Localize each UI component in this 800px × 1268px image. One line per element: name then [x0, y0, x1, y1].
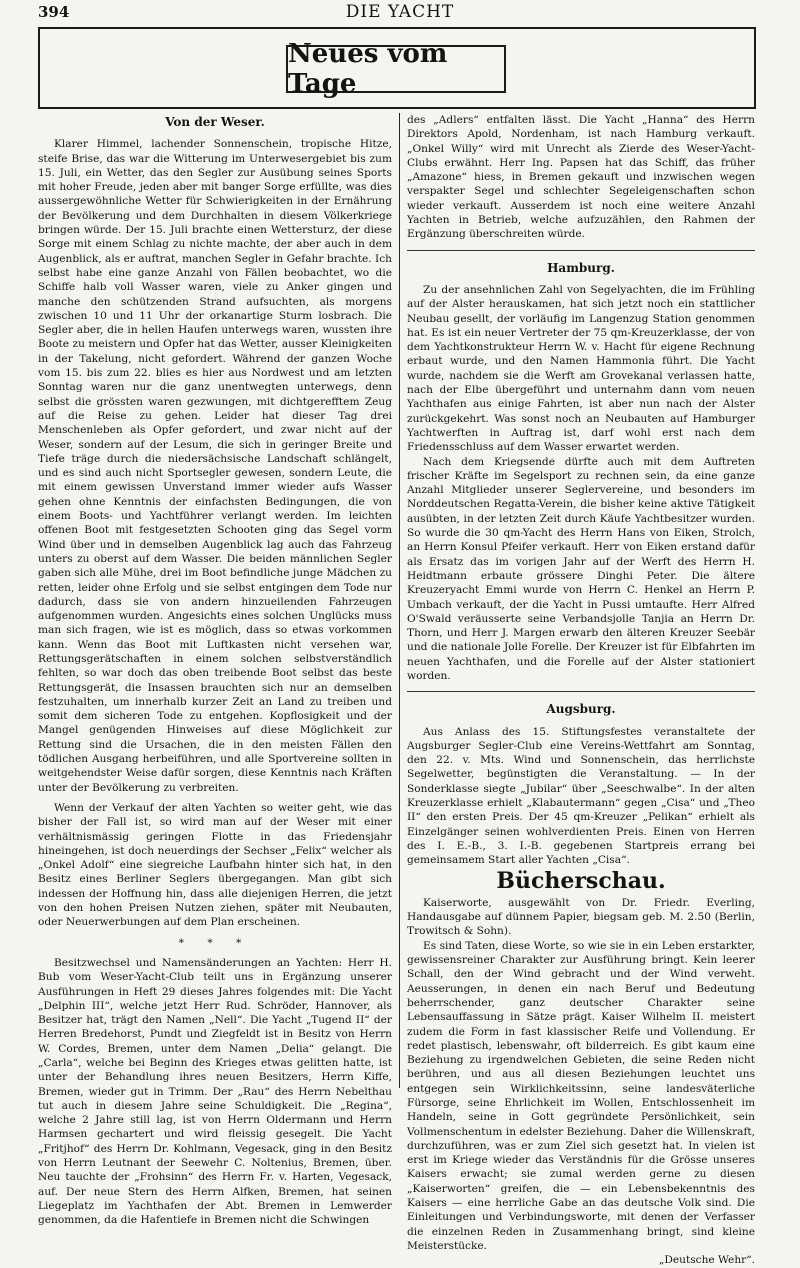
paragraph: Wenn der Verkauf der alten Yachten so weiter geht, wie das bisher der Fall ist, so wird man auf der Weser mit einer verhältnismässig geringen Flotte in das Friedensjahr hineingehen, ist doch neuerdings der Sechser „Felix“ welcher als „Onkel Adolf“ eine siegreiche Laufbahn hinter sich hat, in den Besitz eines Berliner Seglers übergegangen. Man gibt sich indessen der Hoffnung hin, dass alle diejenigen Herren, die jetzt von den hohen Preisen Nutzen ziehen, später mit Neubauten, oder Neuerwerbungen auf dem Plan erscheinen. [38, 801, 392, 929]
page-number: 394 [38, 3, 70, 21]
section-frame [38, 27, 756, 109]
paragraph: des „Adlers“ entfalten lässt. Die Yacht „Hanna“ des Herrn Direktors Apold, Nordenham, ist nach Hamburg verkauft. „Onkel Willy“ wird mit Unrecht als Zierde des Weser-Yacht-Clubs erwähnt. Herr Ing. Papsen hat das Schiff, das früher „Amazone“ hiess, in Bremen gekauft und inzwischen wegen verspakter Segel und schlechter Segeleigenschaften schon wieder verkauft. Ausserdem ist noch eine weitere Anzahl Yachten in Betrieb, welche aufzuzählen, den Rahmen der Ergänzung überschreiten würde. [407, 114, 755, 241]
signature: „Deutsche Wehr“. [658, 1254, 755, 1267]
paragraph: Besitzwechsel und Namensänderungen an Yachten: Herr H. Bub vom Weser-Yacht-Club teilt uns in Ergänzung unserer Ausführungen in Heft 29 dieses Jahres folgendes mit: Die Yacht „Delphin III“, welche jetzt Herr Rud. Schröder, Hannover, als Besitzer hat, trägt den Namen „Nell“. Die Yacht „Tugend II“ der Herren Bredehorst, Pundt und Ziegfeldt ist in Besitz von Herrn W. Cordes, Bremen, unter dem Namen „Delia“ gelangt. Die „Carla“, welche bei Beginn des Krieges etwas gelitten hatte, ist unter der Behandlung ihres neuen Besitzers, Herrn Kiffe, Bremen, wieder gut in Trimm. Der „Rau“ des Herrn Nebelthau tut auch in diesem Jahre seine Schuldigkeit. Die „Regina“, welche 2 Jahre still lag, ist von Herrn Oldermann und Herrn Harmsen gechartert und wird fleissig gesegelt. Die Yacht „Fritjhof“ des Herrn Dr. Kohlmann, Vegesack, ging in den Besitz von Herrn Leutnant der Seewehr C. Noltenius, Bremen, über. Neu tauchte der „Frohsinn“ des Herrn Fr. v. Harten, Vegesack, auf. Der neue Stern des Herrn Alfken, Bremen, hat seinen Liegeplatz im Yachthafen der Abt. Bremen in Lemwerder genommen, da die Hafentiefe in Bremen nicht die Schwingen [38, 956, 392, 1227]
section-title: Neues vom Tage [286, 45, 506, 93]
heading-augsburg: Augsburg. [546, 702, 616, 717]
heading-books: Bücherschau. [496, 867, 666, 894]
heading-hamburg: Hamburg. [547, 260, 615, 275]
paragraph: Kaiserworte, ausgewählt von Dr. Friedr. Everling, Handausgabe auf dünnem Papier, biegsam geb. M. 2.50 (Berlin, Trowitsch & Sohn). [407, 896, 755, 938]
journal-name: DIE YACHT [345, 2, 455, 22]
column-rule [399, 113, 400, 1088]
left-column [38, 113, 392, 1228]
paragraph: Zu der ansehnlichen Zahl von Segelyachten, die im Frühling auf der Alster herauskamen, hat sich jetzt noch ein stattlicher Neubau gesellt, der vorläufig im Langenzug Station genommen hat. Es ist ein neuer Vertreter der 75 qm-Kreuzerklasse, der von dem Yachtkonstrukteur Herrn W. v. Hacht für eigene Rechnung erbaut wurde, und den Namen Hammonia führt. Die Yacht wurde, nachdem sie die Werft am Grovekanal verlassen hatte, nach der Elbe übergeführt und unternahm dann vom neuen Yachthafen aus einige Fahrten, ist aber nun nach der Alster zurückgekehrt. Was sonst noch an Neubauten auf Hamburger Yachtwerften in Auftrag ist, darf wohl erst nach dem Friedensschluss auf dem Wasser erwartet werden. [407, 283, 755, 454]
paragraph: Es sind Taten, diese Worte, so wie sie in ein Leben erstarkter, gewissensreiner Charakter zur Ausführung bringt. Kein leerer Schall, den der Wind gebracht und der Wind verweht. Aeusserungen, in denen ein nach Beruf und Bedeutung beherrschender, ganz deutscher Charakter seine Lebensauffassung in Sätze prägt. Kaiser Wilhelm II. meistert zudem die Form in fast klassischer Reife und Vollendung. Er redet plastisch, lebenswahr, oft bilderreich. Es gibt kaum eine Beziehung zu irgendwelchen Gebieten, die seine Reden nicht berühren, und aus all diesen Beziehungen leuchtet uns entgegen sein Wirklichkeitssinn, seine landesväterliche Fürsorge, seine Ehrlichkeit im Wollen, Entschlossenheit im Handeln, seine in Gott gegründete Persönlichkeit, sein Vollmenschentum in edelster Beziehung. Daher die Willenskraft, durchzuführen, was er zum Ziel sich gesetzt hat. In vielen ist erst im Kriege wieder das Verständnis für die Grösse unseres Kaisers erwacht; sie zumal werden gerne zu diesen „Kaiserworten“ greifen, die — ein Lebensbekenntnis des Kaisers — eine herrliche Gabe an das deutsche Volk sind. Die Einleitungen und Verbindungsworte, mit denen der Verfasser die einzelnen Reden in Zusammenhang bringt, sind kleine Meisterstücke. [407, 939, 755, 1252]
separator-stars: * * * [178, 936, 252, 949]
page-header [0, 0, 800, 26]
paragraph: Aus Anlass des 15. Stiftungsfestes veranstaltete der Augsburger Segler-Club eine Vereins-Wettfahrt am Sonntag, den 22. v. Mts. Wind und Sonnenschein, das herrlichste Segelwetter, begünstigten die Veranstaltung. — In der Sonderklasse siegte „Jubilar“ über „Seeschwalbe“. In der alten Kreuzerklasse erhielt „Klabautermann“ gegen „Cisa“ und „Theo II“ den ersten Preis. Der 45 qm-Kreuzer „Pelikan“ erhielt als Einzelgänger seinen wohlverdienten Preis. Einen von Herren des I. E.-B., 3. I.-B. gegebenen Startpreis errang bei gemeinsamem Start aller Yachten „Cisa“. [407, 725, 755, 867]
paragraph: Klarer Himmel, lachender Sonnenschein, tropische Hitze, steife Brise, das war die Witterung im Unterwesergebiet bis zum 15. Juli, ein Wetter, das den Segler zur Ausübung seines Sports mit hoher Freude, jeden aber mit banger Sorge erfüllte, was dies aussergewöhnliche Wetter für Schwierigkeiten in der Ernährung der Bevölkerung und dem Durchhalten in diesem Völkerkriege bringen würde. Der 15. Juli brachte einen Wettersturz, der diese Sorge mit einem Schlag zu nichte machte, der aber auch in dem Augenblick, als er auftrat, manchen Segler in Gefahr brachte. Ich selbst habe eine ganze Anzahl von Fällen beobachtet, wo die Schiffe halb voll Wasser waren, viele zu Anker gingen und manche den schützenden Strand aufsuchten, als morgens zwischen 10 und 11 Uhr der orkanartige Sturm losbrach. Die Segler aber, die in hellen Haufen unterwegs waren, wussten ihre Boote zu meistern und Opfer hat das Wetter, ausser Kleinigkeiten in der Takelung, nicht gefordert. Während der ganzen Woche vom 15. bis zum 22. blies es hier aus Nordwest und am letzten Sonntag waren nur die ganz unentwegten unterwegs, denn selbst die grössten waren gezwungen, mit dichtgerefftem Zeug auf die Reise zu gehen. Leider hat dieser Tag drei Menschenleben als Opfer gefordert, und zwar nicht auf der Weser, sondern auf der Lesum, die sich in geringer Breite und Tiefe träge durch die niedersächsische Landschaft schlängelt, und es sind auch nicht Sportsegler gewesen, sondern Leute, die mit einem gewissen Unverstand immer wieder aufs Wasser gehen ohne Kenntnis der einfachsten Bedingungen, die von einem Boots- und Yachtführer verlangt werden. Im leichten offenen Boot mit festgesetzten Schooten ging das Segel vorm Wind über und in demselben Augenblick lag auch das Fahrzeug unters zu oberst auf dem Wasser. Die beiden männlichen Segler gaben sich alle Mühe, drei im Boot befindliche junge Mädchen zu retten, leider ohne Erfolg und sie selbst entgingen dem Tode nur dadurch, dass sie von andern hinzueilenden Fahrzeugen aufgenommen wurden. Angesichts eines solchen Unglücks muss man sich fragen, wie ist es möglich, dass so etwas vorkommen kann. Wenn das Boot mit Luftkasten nicht versehen war, Rettungsgerätschaften in einem solchen selbstverständlich fehlten, so war doch das oben treibende Boot selbst das beste Rettungsgerät, die Insassen brauchten sich nur an demselben festzuhalten, um innerhalb kurzer Zeit an Land zu treiben und somit dem sicheren Tode zu entgehen. Kopflosigkeit und der Mangel genügenden Hinweises auf diese Möglichkeit zur Rettung sind die Ursachen, die in den meisten Fällen den tödlichen Ausgang herbeiführen, und alle Sportvereine sollten in weitgehendster Weise dafür sorgen, diese Kenntnis nach Kräften unter der Bevölkerung zu verbreiten. [38, 138, 392, 794]
divider [407, 250, 755, 251]
right-column [407, 113, 755, 1268]
heading-weser: Von der Weser. [165, 115, 265, 129]
divider [407, 691, 755, 692]
paragraph: Nach dem Kriegsende dürfte auch mit dem Auftreten frischer Kräfte im Segelsport zu rechnen sein, da eine ganze Anzahl Mitglieder unserer Seglervereine, und besonders im Norddeutschen Regatta-Verein, die bisher keine aktive Tätigkeit ausübten, in der letzten Zeit durch Käufe Yachtbesitzer wurden. So wurde die 30 qm-Yacht des Herrn Hans von Eiken, Strolch, an Herrn Konsul Pfeifer verkauft. Herr von Eiken erstand dafür als Ersatz das im vorigen Jahr auf der Werft des Herrn H. Heidtmann erbaute grössere Dinghi Peter. Die ältere Kreuzeryacht Emmi wurde von Herrn C. Henkel an Herrn P. Umbach verkauft, der die Yacht in Pussi umtaufte. Herr Alfred O'Swald veräusserte seine Verbandsjolle Tanjia an Herrn Dr. Thorn, und Herr J. Margen erwarb den älteren Kreuzer Seebär und die nationale Jolle Forelle. Der Kreuzer ist für Elbfahrten im neuen Yachthafen, und die Forelle auf der Alster stationiert worden. [407, 455, 755, 682]
